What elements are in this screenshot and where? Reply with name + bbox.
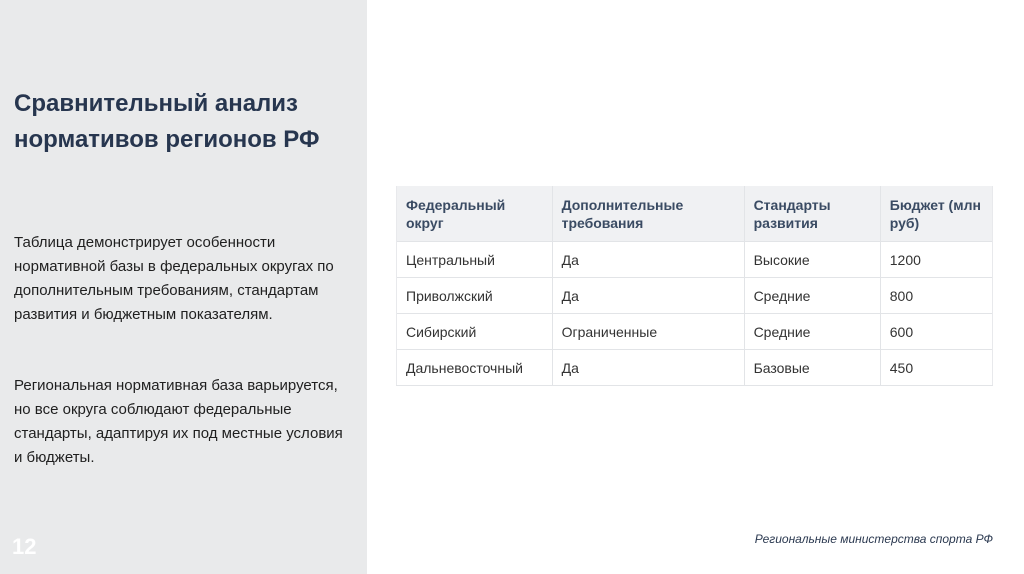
table-cell: Средние xyxy=(744,278,880,314)
table-row xyxy=(397,242,993,278)
table-cell: Средние xyxy=(744,314,880,350)
slide-title: Сравнительный анализ нормативов регионов РФ xyxy=(14,90,320,153)
header-federal-district: Федеральный округ xyxy=(397,186,553,242)
header-budget: Бюджет (млн руб) xyxy=(880,186,992,242)
table-row xyxy=(397,278,993,314)
table-cell: Высокие xyxy=(744,242,880,278)
table-row xyxy=(397,350,993,386)
header-additional-requirements: Дополнительные требования xyxy=(552,186,744,242)
table-header-row xyxy=(397,186,993,242)
table-row xyxy=(397,314,993,350)
header-development-standards: Стандарты развития xyxy=(744,186,880,242)
table-cell: Приволжский xyxy=(397,278,553,314)
table-cell: Базовые xyxy=(744,350,880,386)
table-cell: Да xyxy=(552,350,744,386)
table-cell: Центральный xyxy=(397,242,553,278)
table-cell: Сибирский xyxy=(397,314,553,350)
table-cell: Да xyxy=(552,278,744,314)
table-cell: 600 xyxy=(880,314,992,350)
footer-source-note: Региональные министерства спорта РФ xyxy=(754,532,993,546)
table-cell: Ограниченные xyxy=(552,314,744,350)
table-cell: 450 xyxy=(880,350,992,386)
page-number: 12 xyxy=(12,534,37,559)
table-cell: Дальневосточный xyxy=(397,350,553,386)
table-cell: 1200 xyxy=(880,242,992,278)
description-paragraph-2: Региональная нормативная база варьируется, но все округа соблюдают федеральные стандарты, адаптируя их под местные условия и бюджеты. xyxy=(14,377,343,466)
description-paragraph-1: Таблица демонстрирует особенности нормативной базы в федеральных округах по дополнительным требованиям, стандартам развития и бюджетным показателям. xyxy=(14,234,334,323)
comparison-table xyxy=(396,186,993,386)
left-panel xyxy=(0,0,367,574)
table-cell: Да xyxy=(552,242,744,278)
table-cell: 800 xyxy=(880,278,992,314)
